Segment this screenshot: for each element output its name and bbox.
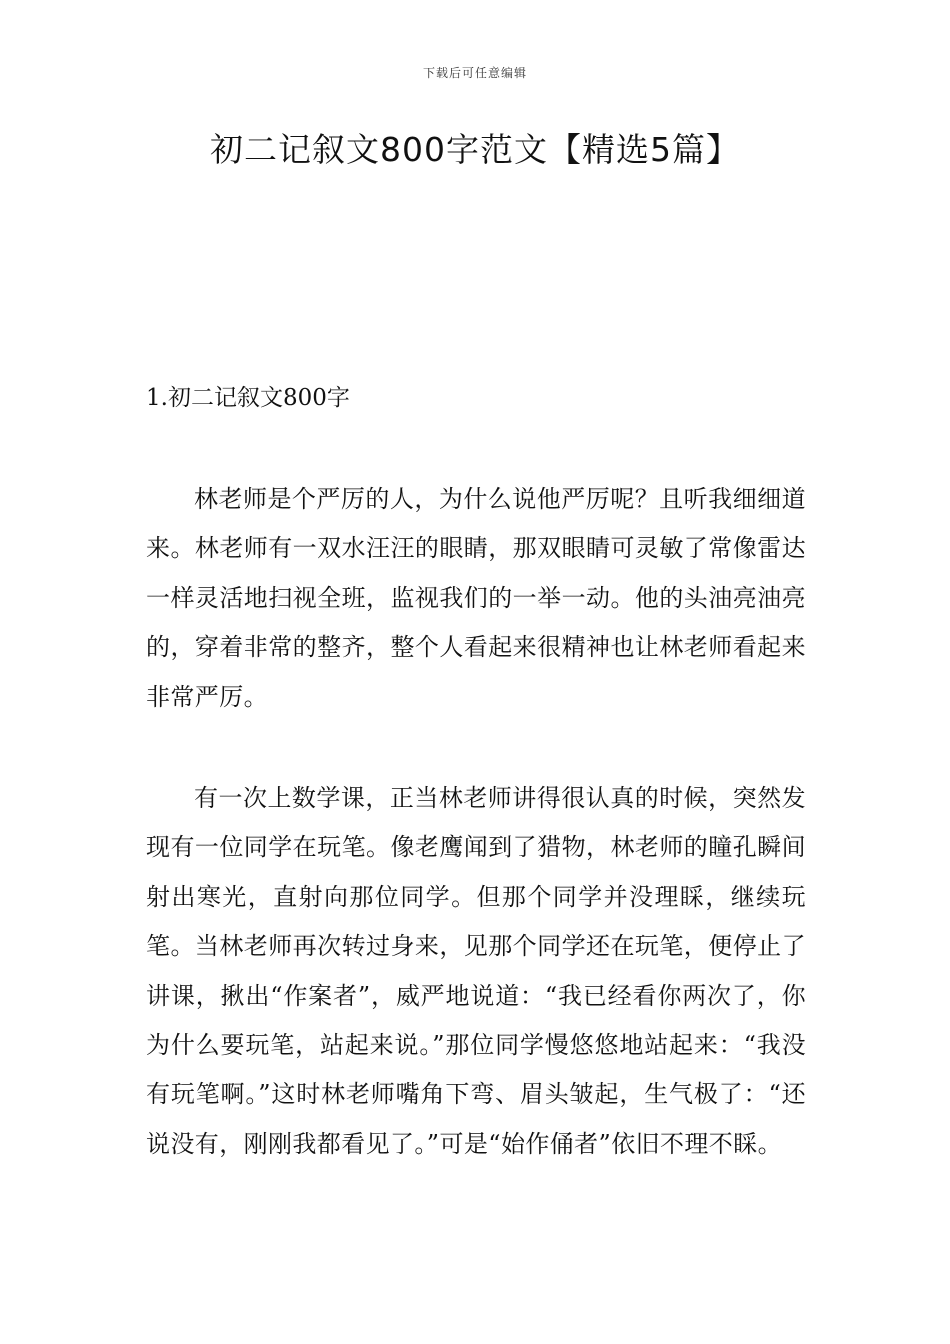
header-note: 下载后可任意编辑 (422, 66, 527, 80)
section-heading: 1.初二记叙文800字 (146, 385, 350, 411)
paragraph: 林老师是个严厉的人，为什么说他严厉呢？且听我细细道来。林老师有一双水汪汪的眼睛，那双眼睛可灵敏了常像雷达一样灵活地扫视全班，监视我们的一举一动。他的头油亮油亮的，穿着非常的整齐，整个人看起来很精神也让林老师看起来非常严厉。 (146, 485, 806, 711)
document-title: 初二记叙文800字范文【精选5篇】 (210, 130, 740, 169)
paragraph: 有一次上数学课，正当林老师讲得很认真的时候，突然发现有一位同学在玩笔。像老鹰闻到了猎物，林老师的瞳孔瞬间射出寒光，直射向那位同学。但那个同学并没理睬，继续玩笔。当林老师再次转过身来，见那个同学还在玩笔，便停止了讲课，揪出“作案者”，威严地说道：“我已经看你两次了，你为什么要玩笔，站起来说。”那位同学慢悠悠地站起来：“我没有玩笔啊。”这时林老师嘴角下弯、眉头皱起，生气极了：“还说没有，刚刚我都看见了。”可是“始作俑者”依旧不理不睬。 (146, 784, 806, 1158)
